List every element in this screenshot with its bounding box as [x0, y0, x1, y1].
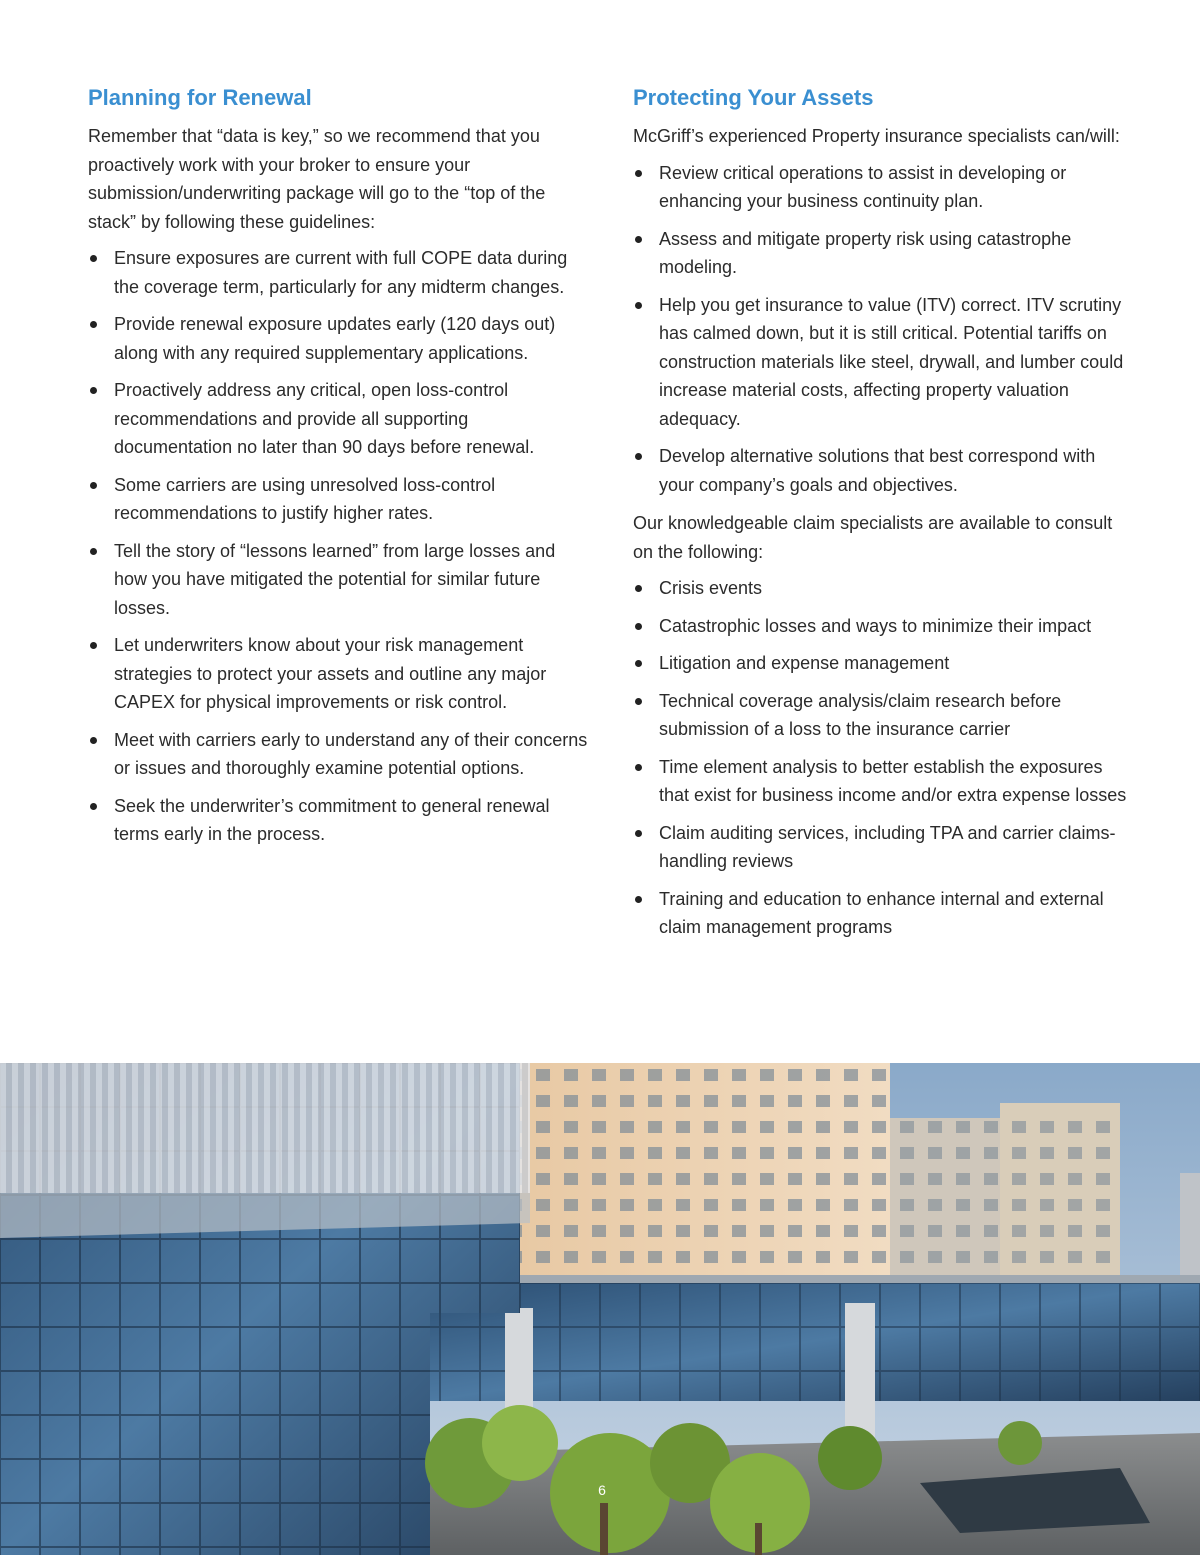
- list-item: Catastrophic losses and ways to minimize their impact: [633, 612, 1133, 641]
- services-list: [633, 159, 1133, 500]
- list-item: Some carriers are using unresolved loss-control recommendations to justify higher rates.: [88, 471, 588, 528]
- planning-list: [88, 244, 588, 849]
- planning-heading: Planning for Renewal: [88, 85, 312, 110]
- list-item: Tell the story of “lessons learned” from large losses and how you have mitigated the potential for similar future losses.: [88, 537, 588, 623]
- list-item: Help you get insurance to value (ITV) correct. ITV scrutiny has calmed down, but it is still critical. Potential tariffs on construction materials like steel, drywall, and lumber could increase material costs, affecting property valuation adequacy.: [633, 291, 1133, 434]
- list-item: Seek the underwriter’s commitment to general renewal terms early in the process.: [88, 792, 588, 849]
- right-column: [633, 80, 1133, 952]
- planning-intro: Remember that “data is key,” so we recommend that you proactively work with your broker to ensure your submission/underwriting package will go to the “top of the stack” by following these guidelines:: [88, 126, 546, 232]
- list-item: Time element analysis to better establish the exposures that exist for business income and/or extra expense losses: [633, 753, 1133, 810]
- claims-list: [633, 574, 1133, 942]
- protecting-intro: McGriff’s experienced Property insurance specialists can/will:: [633, 126, 1120, 146]
- list-item: Proactively address any critical, open loss-control recommendations and provide all supporting documentation no later than 90 days before renewal.: [88, 376, 588, 462]
- list-item: Litigation and expense management: [633, 649, 1133, 678]
- list-item: Provide renewal exposure updates early (120 days out) along with any required supplementary applications.: [88, 310, 588, 367]
- protecting-heading: Protecting Your Assets: [633, 85, 874, 110]
- list-item: Meet with carriers early to understand any of their concerns or issues and thoroughly examine potential options.: [88, 726, 588, 783]
- list-item: Crisis events: [633, 574, 1133, 603]
- list-item: Ensure exposures are current with full COPE data during the coverage term, particularly for any midterm changes.: [88, 244, 588, 301]
- list-item: Technical coverage analysis/claim research before submission of a loss to the insurance carrier: [633, 687, 1133, 744]
- left-column: [88, 80, 588, 859]
- list-item: Develop alternative solutions that best correspond with your company’s goals and objectives.: [633, 442, 1133, 499]
- page-number: 6: [598, 1482, 606, 1498]
- list-item: Let underwriters know about your risk management strategies to protect your assets and outline any major CAPEX for physical improvements or risk control.: [88, 631, 588, 717]
- list-item: Review critical operations to assist in developing or enhancing your business continuity plan.: [633, 159, 1133, 216]
- list-item: Claim auditing services, including TPA and carrier claims-handling reviews: [633, 819, 1133, 876]
- list-item: Training and education to enhance internal and external claim management programs: [633, 885, 1133, 942]
- claims-intro: Our knowledgeable claim specialists are available to consult on the following:: [633, 513, 1113, 562]
- list-item: Assess and mitigate property risk using catastrophe modeling.: [633, 225, 1133, 282]
